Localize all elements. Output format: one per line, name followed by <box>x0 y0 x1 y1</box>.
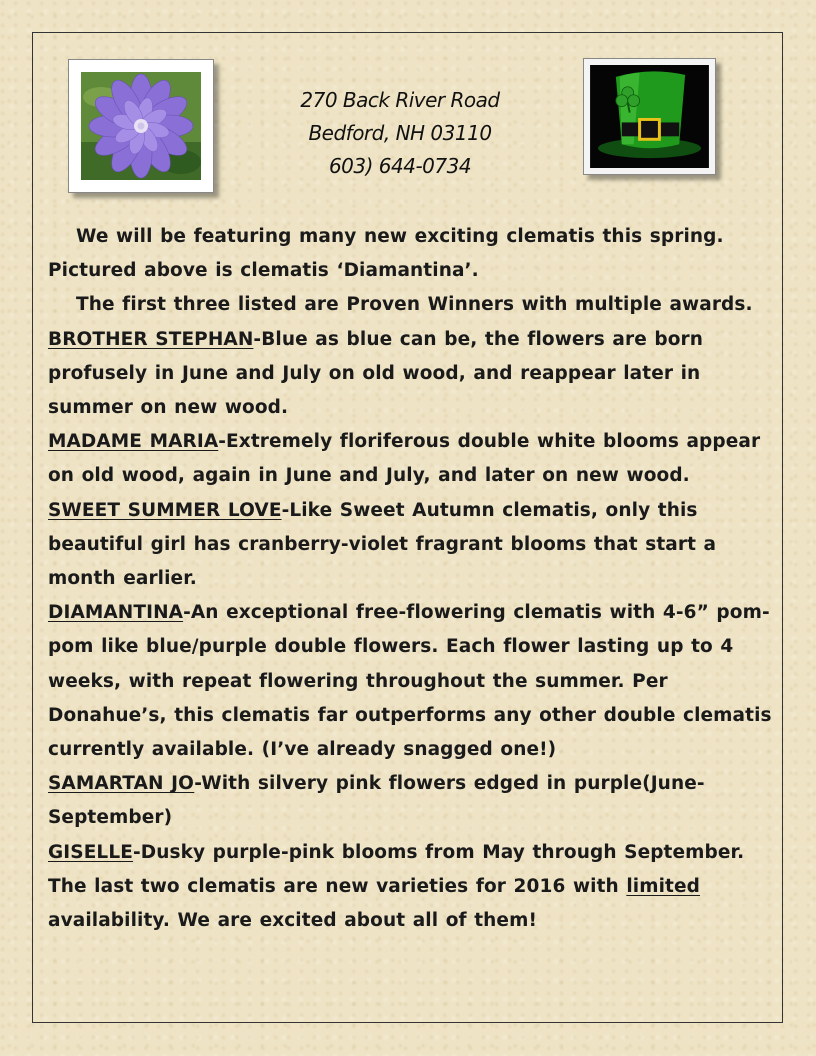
variety-entry <box>48 836 778 870</box>
variety-description: -Like Sweet Autumn clematis, only this beautiful girl has cranberry-violet fragrant blooms that start a month earlier. <box>48 499 717 590</box>
closing-paragraph <box>48 870 778 938</box>
variety-description: -Extremely floriferous double white blooms appear on old wood, again in June and July, and later on new wood. <box>48 431 761 487</box>
variety-name: SAMARTAN JO <box>48 773 195 795</box>
variety-entry <box>48 767 778 835</box>
closing-text-start: The last two clematis are new varieties for 2016 with <box>48 875 627 897</box>
clematis-photo <box>68 59 214 193</box>
proven-winners-paragraph: The first three listed are Proven Winners with multiple awards. <box>76 294 753 316</box>
intro-paragraph: We will be featuring many new exciting clematis this spring. Pictured above is clematis ‘Diamantina’. <box>48 226 724 282</box>
variety-description: -Dusky purple-pink blooms from May through September. <box>132 841 745 863</box>
address-block <box>220 84 580 183</box>
variety-entry <box>48 494 778 597</box>
variety-entry <box>48 425 778 493</box>
newsletter-body <box>48 220 778 938</box>
variety-name: MADAME MARIA <box>48 431 219 453</box>
leprechaun-hat-icon <box>590 65 709 168</box>
variety-description: -Blue as blue can be, the flowers are born profusely in June and July on old wood, and reappear later in summer on new wood. <box>48 328 704 419</box>
limited-emphasis: limited <box>626 875 700 897</box>
variety-description: -An exceptional free-flowering clematis with 4-6” pom-pom like blue/purple double flowers. Each flower lasting up to 4 weeks, with repeat flowering throughout the summer. Per Donahue’s, this clematis far outperforms any other double clematis currently available. (I’ve already snagged one!) <box>48 602 772 761</box>
variety-entry <box>48 596 778 767</box>
variety-name: GISELLE <box>48 841 133 863</box>
phone-number: 603) 644-0734 <box>328 154 472 178</box>
address-city: Bedford, NH 03110 <box>308 121 492 145</box>
clematis-flower-icon <box>81 72 201 180</box>
closing-text-end: availability. We are excited about all of them! <box>48 910 537 932</box>
address-street: 270 Back River Road <box>300 88 500 112</box>
variety-name: SWEET SUMMER LOVE <box>48 499 282 521</box>
variety-name: DIAMANTINA <box>48 602 184 624</box>
leprechaun-hat-photo <box>583 58 716 175</box>
variety-name: BROTHER STEPHAN <box>48 328 254 350</box>
variety-entry <box>48 323 778 426</box>
variety-description: -With silvery pink flowers edged in purple(June-September) <box>48 773 705 829</box>
